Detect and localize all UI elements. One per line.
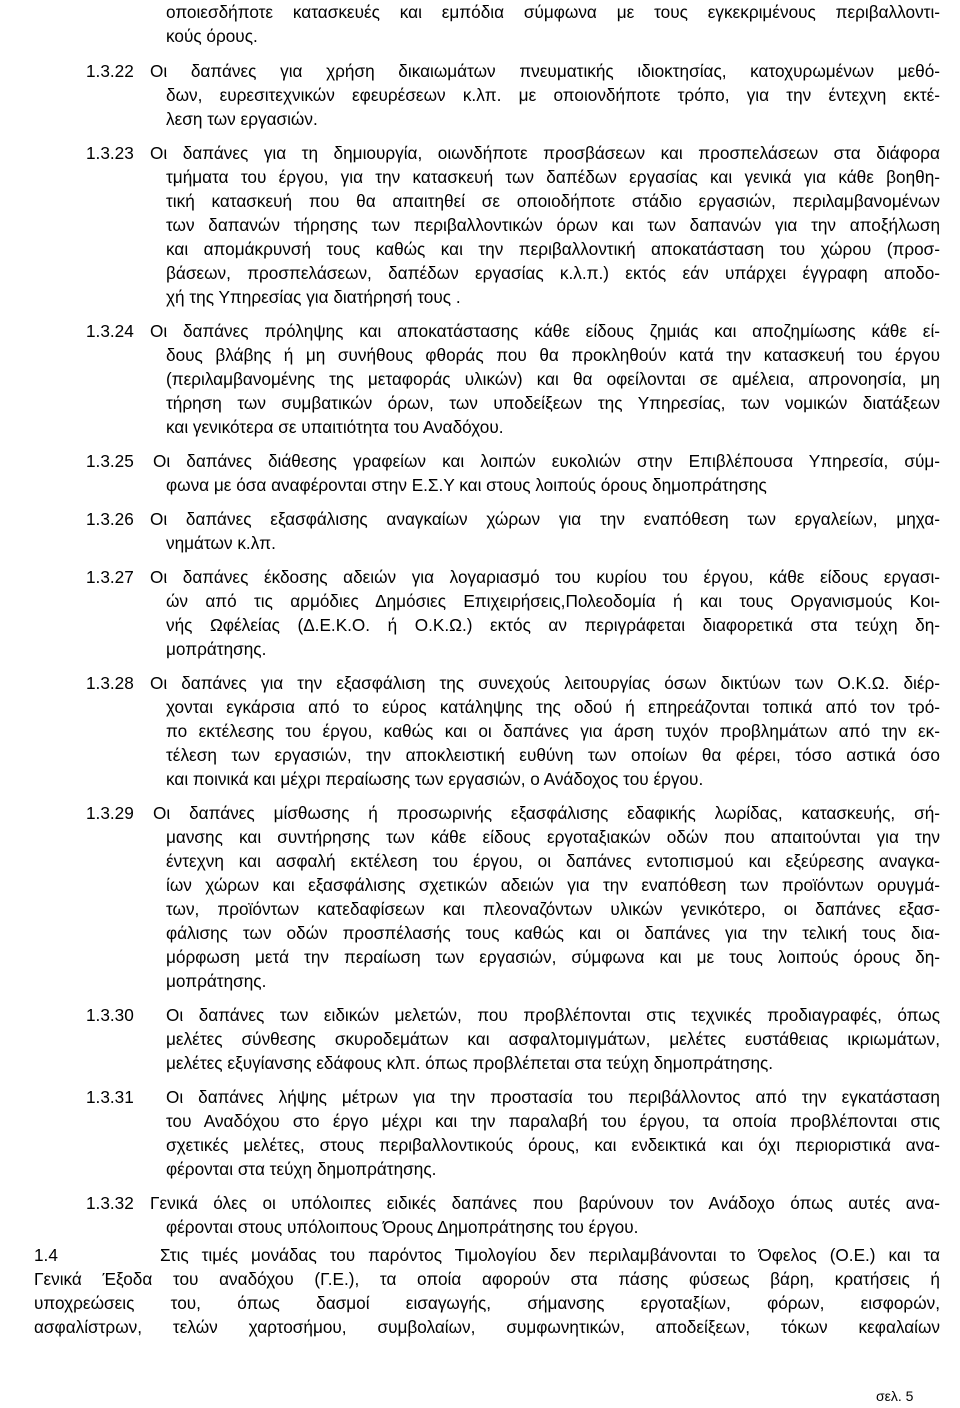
text-line: λεση των εργασιών. [166,109,318,129]
text-line: και γενικότερα σε υπαιτιότητα του Αναδόχου. [166,417,504,437]
text-line: φέρονται στα τεύχη δημοπράτησης. [166,1159,437,1179]
clause-number: 1.3.23 [86,143,134,163]
clause-number: 1.3.22 [86,61,134,81]
text-line: νημάτων κ.λπ. [166,533,276,553]
text-line: Οι δαπάνες πρόληψης και αποκατάστασης κάθε είδους ζημιάς και αποζημίωσης κάθε εί- [150,321,940,341]
clause-number: 1.3.24 [86,321,134,341]
text-line: μοπράτησης. [166,971,267,991]
text-line: τήρηση των συμβατικών όρων, των υποδείξεων της Υπηρεσίας, των νομικών διατάξεων [166,393,940,413]
text-line: Οι δαπάνες λήψης μέτρων για την προστασία του περιβάλλοντος από την εγκατάσταση [166,1087,940,1107]
page-number: σελ. 5 [876,1388,914,1404]
clause-number: 1.3.30 [86,1005,134,1025]
text-line: δους βλάβης ή μη συνήθους φθοράς που θα προκληθούν κατά την κατασκευή του έργου [166,345,940,365]
text-line: νής Ωφέλείας (Δ.Ε.Κ.Ο. ή Ο.Κ.Ω.) εκτός αν περιγράφεται διαφορετικά στα τεύχη δη- [166,615,940,635]
text-line: των, προϊόντων κατεδαφίσεων και πλεοναζόντων υλικών γενικότερο, οι δαπάνες εξασ- [166,899,940,919]
text-line: Οι δαπάνες για χρήση δικαιωμάτων πνευματικής ιδιοκτησίας, κατοχυρωμένων μεθό- [150,61,940,81]
text-line: κούς όρους. [166,26,258,46]
clause-number: 1.4 [34,1245,58,1265]
text-line: υποχρεώσεις του, όπως δασμοί εισαγωγής, σήμανσης εργοταξίων, φόρων, εισφορών, [34,1293,940,1313]
text-line: πο εκτέλεσης του έργου, καθώς και οι δαπάνες για άρση τυχόν προβλημάτων από την εκ- [166,721,940,741]
text-line: οποιεσδήποτε κατασκευές και εμπόδια σύμφωνα με τους εγκεκριμένους περιβαλλοντι- [166,2,940,22]
text-line: Οι δαπάνες έκδοσης αδειών για λογαριασμό του κυρίου του έργου, κάθε είδους εργασι- [150,567,940,587]
text-line: Οι δαπάνες διάθεσης γραφείων και λοιπών ευκολιών στην Επιβλέπουσα Υπηρεσία, σύμ- [153,451,940,471]
text-line: και απομάκρυνσή τους καθώς και την περιβαλλοντική αποκατάσταση του χώρου (προσ- [166,239,940,259]
text-line: Οι δαπάνες μίσθωσης ή προσωρινής εξασφάλισης εδαφικής λωρίδας, κατασκευής, σή- [153,803,940,823]
text-line: μοπράτησης. [166,639,267,659]
text-line: χή της Υπηρεσίας για διατήρησή τους . [166,287,461,307]
text-line: σχετικές μελέτες, στους περιβαλλοντικούς όρους, και ενδεικτικά και όχι περιοριστικά ανα- [166,1135,940,1155]
text-line: Στις τιμές μονάδας του παρόντος Τιμολογίου δεν περιλαμβάνονται το Όφελος (Ο.Ε.) και τα [160,1245,940,1265]
text-line: φέρονται στους υπόλοιπους Όρους Δημοπράτησης του έργου. [166,1217,639,1237]
text-line: των δαπανών τήρησης των περιβαλλοντικών όρων και των δαπανών για την αποξήλωση [166,215,940,235]
text-line: τέλεση των εργασιών, την αποκλειστική ευθύνη των οποίων θα φέρει, τόσο αστικά όσο [166,745,940,765]
clause-number: 1.3.26 [86,509,134,529]
text-line: μόρφωση μετά την περαίωση των εργασιών, σύμφωνα και με τους λοιπούς όρους δη- [166,947,940,967]
text-line: (περιλαμβανομένης της μεταφοράς υλικών) και θα οφείλονται σε αμέλεια, απρονοησία, μη [166,369,940,389]
text-line: ών από τις αρμόδιες Δημόσιες Επιχειρήσεις,Πολεοδομία ή και τους Οργανισμούς Κοι- [166,591,940,611]
clause-number: 1.3.31 [86,1087,134,1107]
clause-number: 1.3.25 [86,451,134,471]
text-line: ασφαλίστρων, τελών χαρτοσήμου, συμβολαίων, συμφωνητικών, αποδείξεων, τόκων κεφαλαίων [34,1317,940,1337]
text-line: ίων χώρων και εξασφάλισης σχετικών αδειών για την εναπόθεση των προϊόντων ορυγμά- [166,875,940,895]
clause-number: 1.3.29 [86,803,134,823]
text-line: Οι δαπάνες των ειδικών μελετών, που προβλέπονται στις τεχνικές προδιαγραφές, όπως [166,1005,940,1025]
text-line: φωνα με όσα αναφέρονται στην Ε.Σ.Υ και στους λοιπούς όρους δημοπράτησης [166,475,767,495]
text-line: δων, ευρεσιτεχνικών εφευρέσεων κ.λπ. με οποιονδήποτε τρόπο, για την έντεχνη εκτέ- [166,85,940,105]
clause-number: 1.3.27 [86,567,134,587]
text-line: μελέτες σύνθεσης σκυροδεμάτων και ασφαλτομιγμάτων, μελέτες ευστάθειας ικριωμάτων, [166,1029,940,1049]
text-line: τική κατασκευή που θα απαιτηθεί σε οποιοδήποτε στάδιο εργασιών, περιλαμβανομένων [166,191,940,211]
text-line: βάσεων, προσπελάσεων, δαπέδων εργασίας κ.λ.π.) εκτός εάν υπάρχει έγγραφη αποδο- [166,263,940,283]
clause-number: 1.3.28 [86,673,134,693]
clause-number: 1.3.32 [86,1193,134,1213]
text-line: Γενικά Έξοδα του αναδόχου (Γ.Ε.), τα οποία αφορούν στα πάσης φύσεως βάρη, κρατήσεις ή [34,1269,940,1289]
text-line: του Αναδόχου στο έργο μέχρι και την παραλαβή του έργου, τα οποία προβλέπονται στις [166,1111,940,1131]
text-line: Οι δαπάνες εξασφάλισης αναγκαίων χώρων για την εναπόθεση των εργαλείων, μηχα- [150,509,940,529]
text-line: μελέτες εξυγίανσης εδάφους κλπ. όπως προβλέπεται στα τεύχη δημοπράτησης. [166,1053,774,1073]
text-line: Οι δαπάνες για τη δημιουργία, οιωνδήποτε προσβάσεων και προσπελάσεων στα διάφορα [150,143,940,163]
text-line: τμήματα του έργου, για την κατασκευή των δαπέδων εργασίας και γενικά για κάθε βοηθη- [166,167,940,187]
text-line: μανσης και συντήρησης των κάθε είδους εργοταξιακών οδών που απαιτούνται για την [166,827,940,847]
text-line: Οι δαπάνες για την εξασφάλιση της συνεχούς λειτουργίας όσων δικτύων των Ο.Κ.Ω. διέρ- [150,673,940,693]
text-line: έντεχνη και ασφαλή εκτέλεση του έργου, οι δαπάνες εντοπισμού και εξεύρεσης αναγκα- [166,851,940,871]
text-line: και ποινικά και μέχρι περαίωσης των εργασιών, ο Ανάδοχος του έργου. [166,769,704,789]
text-line: Γενικά όλες οι υπόλοιπες ειδικές δαπάνες που βαρύνουν τον Ανάδοχο όπως αυτές ανα- [150,1193,940,1213]
text-line: χονται εγκάρσια από το εύρος κατάληψης της οδού ή επηρεάζονται τοπικά από τον τρό- [166,697,940,717]
text-line: φάλισης των οδών προσπέλασής τους καθώς και οι δαπάνες για την τελική τους δια- [166,923,940,943]
